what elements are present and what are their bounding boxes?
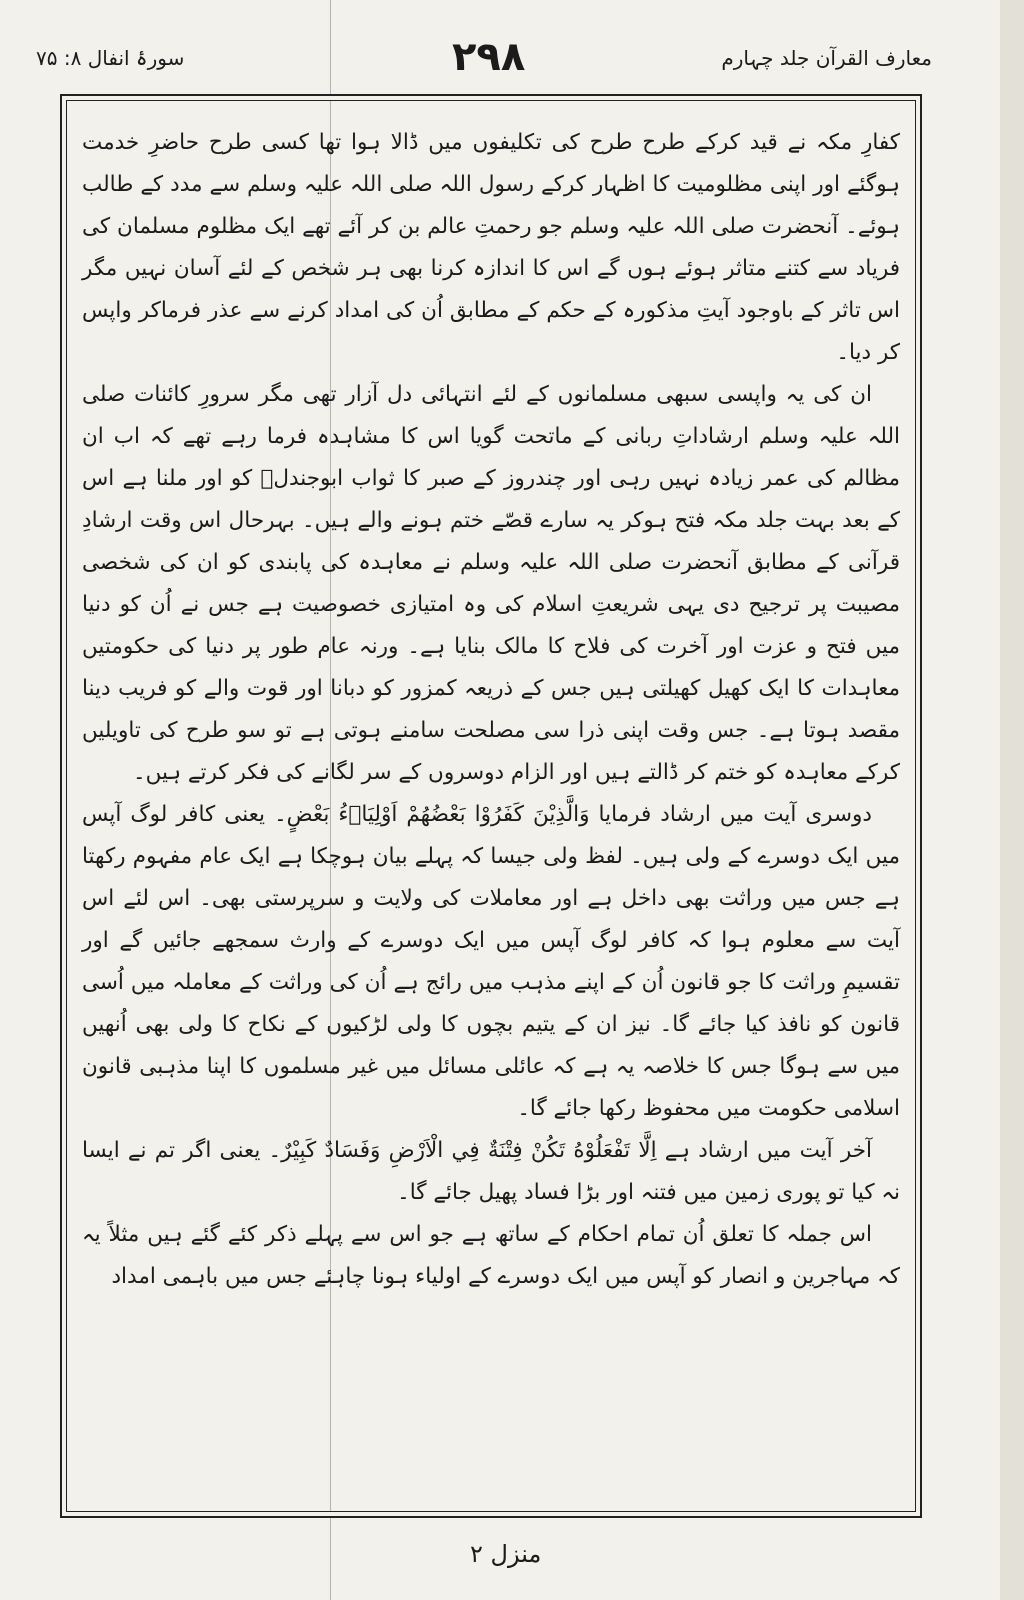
paragraph-3: دوسری آیت میں ارشاد فرمایا وَالَّذِيْنَ كَفَرُوْا بَعْضُهُمْ اَوْلِيَاۗءُ بَعْضٍ۔ یعنی کافر لوگ آپس میں ایک دوسرے کے ولی ہیں۔ لفظ ولی جیسا کہ پہلے بیان ہوچکا ہے ایک عام مفہوم رکھتا ہے جس میں وراثت بھی داخل ہے اور معاملات کی ولایت و سرپرستی بھی۔ اس لئے اس آیت سے معلوم ہوا کہ کافر لوگ آپس میں ایک دوسرے کے وارث سمجھے جائیں گے اور تقسیمِ وراثت کا جو قانون اُن کے اپنے مذہب میں رائج ہے اُن کی وراثت کے معاملہ میں اُسی قانون کو نافذ کیا جائے گا۔ نیز ان کے یتیم بچوں کا ولی لڑکیوں کے نکاح کا ولی بھی اُنھیں میں سے ہوگا جس کا خلاصہ یہ ہے کہ عائلی مسائل میں غیر مسلموں کا اپنا مذہبی قانون اسلامی حکومت میں محفوظ رکھا جائے گا۔ [82, 802, 900, 1121]
paragraph-1: کفارِ مکہ نے قید کرکے طرح طرح کی تکلیفوں میں ڈالا ہوا تھا کسی طرح حاضرِ خدمت ہوگئے اور اپنی مظلومیت کا اظہار کرکے رسول اللہ صلی اللہ علیہ وسلم سے مدد کے طالب ہوئے۔ آنحضرت صلی اللہ علیہ وسلم جو رحمتِ عالم بن کر آئے تھے ایک مظلوم مسلمان کی فریاد سے کتنے متاثر ہوئے ہوں گے اس کا اندازہ کرنا بھی ہر شخص کے لئے آسان نہیں مگر اس تاثر کے باوجود آیتِ مذکورہ کے حکم کے مطابق اُن کی امداد کرنے سے عذر فرماکر واپس کر دیا۔ [82, 130, 900, 365]
paragraph-4: آخر آیت میں ارشاد ہے اِلَّا تَفْعَلُوْهُ تَكُنْ فِتْنَةٌ فِي الْاَرْضِ وَفَسَادٌ كَبِيْرٌ۔ یعنی اگر تم نے ایسا نہ کیا تو پوری زمین میں فتنہ اور بڑا فساد پھیل جائے گا۔ [82, 1138, 900, 1205]
page-number: ۲۹۸ [452, 34, 526, 80]
body-text [82, 122, 900, 1498]
manzil-marker: منزل ۲ [470, 1540, 542, 1568]
page-edge-shadow [1000, 0, 1024, 1600]
paragraph-2: ان کی یہ واپسی سبھی مسلمانوں کے لئے انتہائی دل آزار تھی مگر سرورِ کائنات صلی اللہ علیہ وسلم ارشاداتِ ربانی کے ماتحت گویا اس کا مشاہدہ فرما رہے تھے کہ اب ان مظالم کی عمر زیادہ نہیں رہی اور چندروز کے صبر کا ثواب ابوجندلؓ کو اور ملنا ہے اس کے بعد بہت جلد مکہ فتح ہوکر یہ سارے قصّے ختم ہونے والے ہیں۔ بہرحال اس وقت ارشادِ قرآنی کے مطابق آنحضرت صلی اللہ علیہ وسلم نے معاہدہ کی پابندی کو ان کی شخصی مصیبت پر ترجیح دی یہی شریعتِ اسلام کی وہ امتیازی خصوصیت ہے جس نے اُن کو دنیا میں فتح و عزت اور آخرت کی فلاح کا مالک بنایا ہے۔ ورنہ عام طور پر دنیا کی حکومتیں معاہدات کا ایک کھیل کھیلتی ہیں جس کے ذریعہ کمزور کو دبانا اور قوت والے کو فریب دینا مقصد ہوتا ہے۔ جس وقت اپنی ذرا سی مصلحت سامنے ہوتی ہے تو سو طرح کی تاویلیں کرکے معاہدہ کو ختم کر ڈالتے ہیں اور الزام دوسروں کے سر لگانے کی فکر کرتے ہیں۔ [82, 382, 900, 785]
page-header [32, 34, 932, 90]
text-frame [60, 94, 922, 1518]
surah-reference: سورۂ انفال ۸: ۷۵ [36, 46, 185, 70]
book-title: معارف القرآن جلد چہارم [721, 46, 932, 70]
paragraph-5: اس جملہ کا تعلق اُن تمام احکام کے ساتھ ہے جو اس سے پہلے ذکر کئے گئے ہیں مثلاً یہ کہ مہاجرین و انصار کو آپس میں ایک دوسرے کے اولیاء ہونا چاہئے جس میں باہمی امداد [82, 1222, 900, 1289]
